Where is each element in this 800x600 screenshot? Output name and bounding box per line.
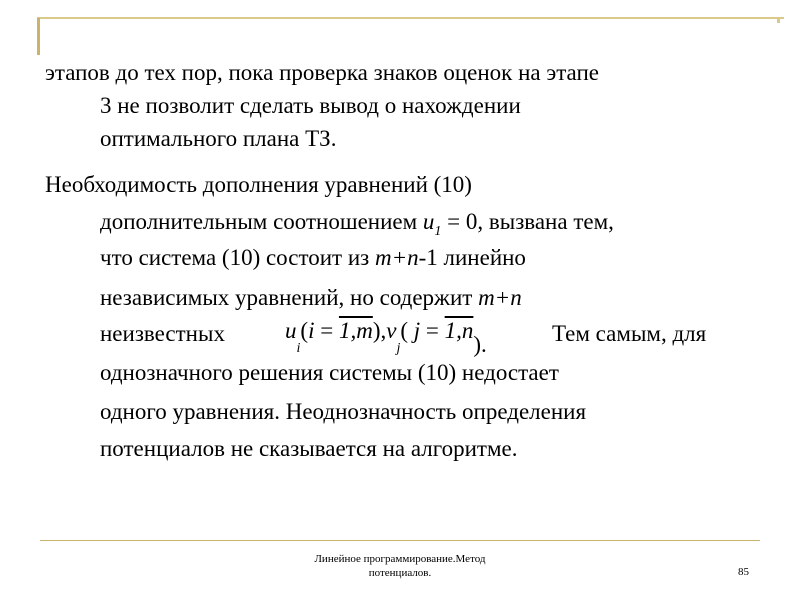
variable-u1: u [422, 209, 435, 234]
paragraph1-line2: 3 не позволит сделать вывод о нахождении [100, 93, 521, 118]
formula-j-var: j [413, 318, 421, 343]
footer-title-line2: потенциалов. [368, 567, 432, 579]
formula-j-close: ). [473, 332, 487, 357]
paragraph2-line5-suffix: Тем самым, для [552, 321, 707, 346]
paragraph1-line1: этапов до тех пор, пока проверка знаков оценок на этапе [45, 60, 599, 85]
paragraph2-line7: одного уравнения. Неоднозначность определения [100, 399, 587, 424]
page-number: 85 [738, 566, 749, 578]
footer-title-line1: Линейное программирование.Метод [314, 553, 486, 565]
formula-u: u [285, 318, 297, 343]
paragraph1-line3: оптимального плана ТЗ. [100, 126, 337, 151]
paragraph2-line2-suffix: = 0, вызвана тем, [441, 209, 614, 234]
formula-i-open: ( [300, 318, 309, 343]
paragraph2-line2-prefix: дополнительным соотношением [100, 209, 423, 234]
paragraph2-line6: однозначного решения системы (10) недостает [100, 360, 559, 385]
paragraph2-line1: Необходимость дополнения уравнений (10) [45, 172, 472, 197]
formula-v: v [386, 318, 397, 343]
footer-title [280, 552, 520, 580]
formula-i-var: i [308, 318, 315, 343]
formula-i-range: 1,m [338, 318, 373, 343]
formula-j-open: ( [400, 318, 414, 343]
formula-j-range: 1,n [444, 318, 474, 343]
paragraph2-line3-suffix: 1 линейно [426, 245, 526, 270]
expression-m-plus-n-minus: m+n- [374, 245, 427, 270]
footer-divider [40, 540, 760, 541]
formula-i-close: ), [372, 318, 387, 343]
formula-u-subscript: i [296, 341, 301, 356]
paragraph2-line4-prefix: независимых уравнений, но содержит [100, 285, 479, 310]
paragraph2-line8: потенциалов не сказывается на алгоритме. [100, 436, 518, 461]
potentials-formula [285, 318, 487, 357]
paragraph2-line5-prefix: неизвестных [100, 321, 225, 346]
formula-v-subscript: j [396, 341, 401, 356]
paragraph2-line2 [100, 209, 614, 245]
paragraph2-line3 [100, 245, 526, 271]
formula-j-eq: = [420, 318, 445, 343]
paragraph2-line3-prefix: что система (10) состоит из [100, 245, 375, 270]
expression-m-plus-n: m+n [478, 285, 522, 310]
paragraph2-line4 [100, 285, 522, 311]
variable-u1-subscript: 1 [434, 224, 442, 239]
formula-i-eq: = [314, 318, 339, 343]
